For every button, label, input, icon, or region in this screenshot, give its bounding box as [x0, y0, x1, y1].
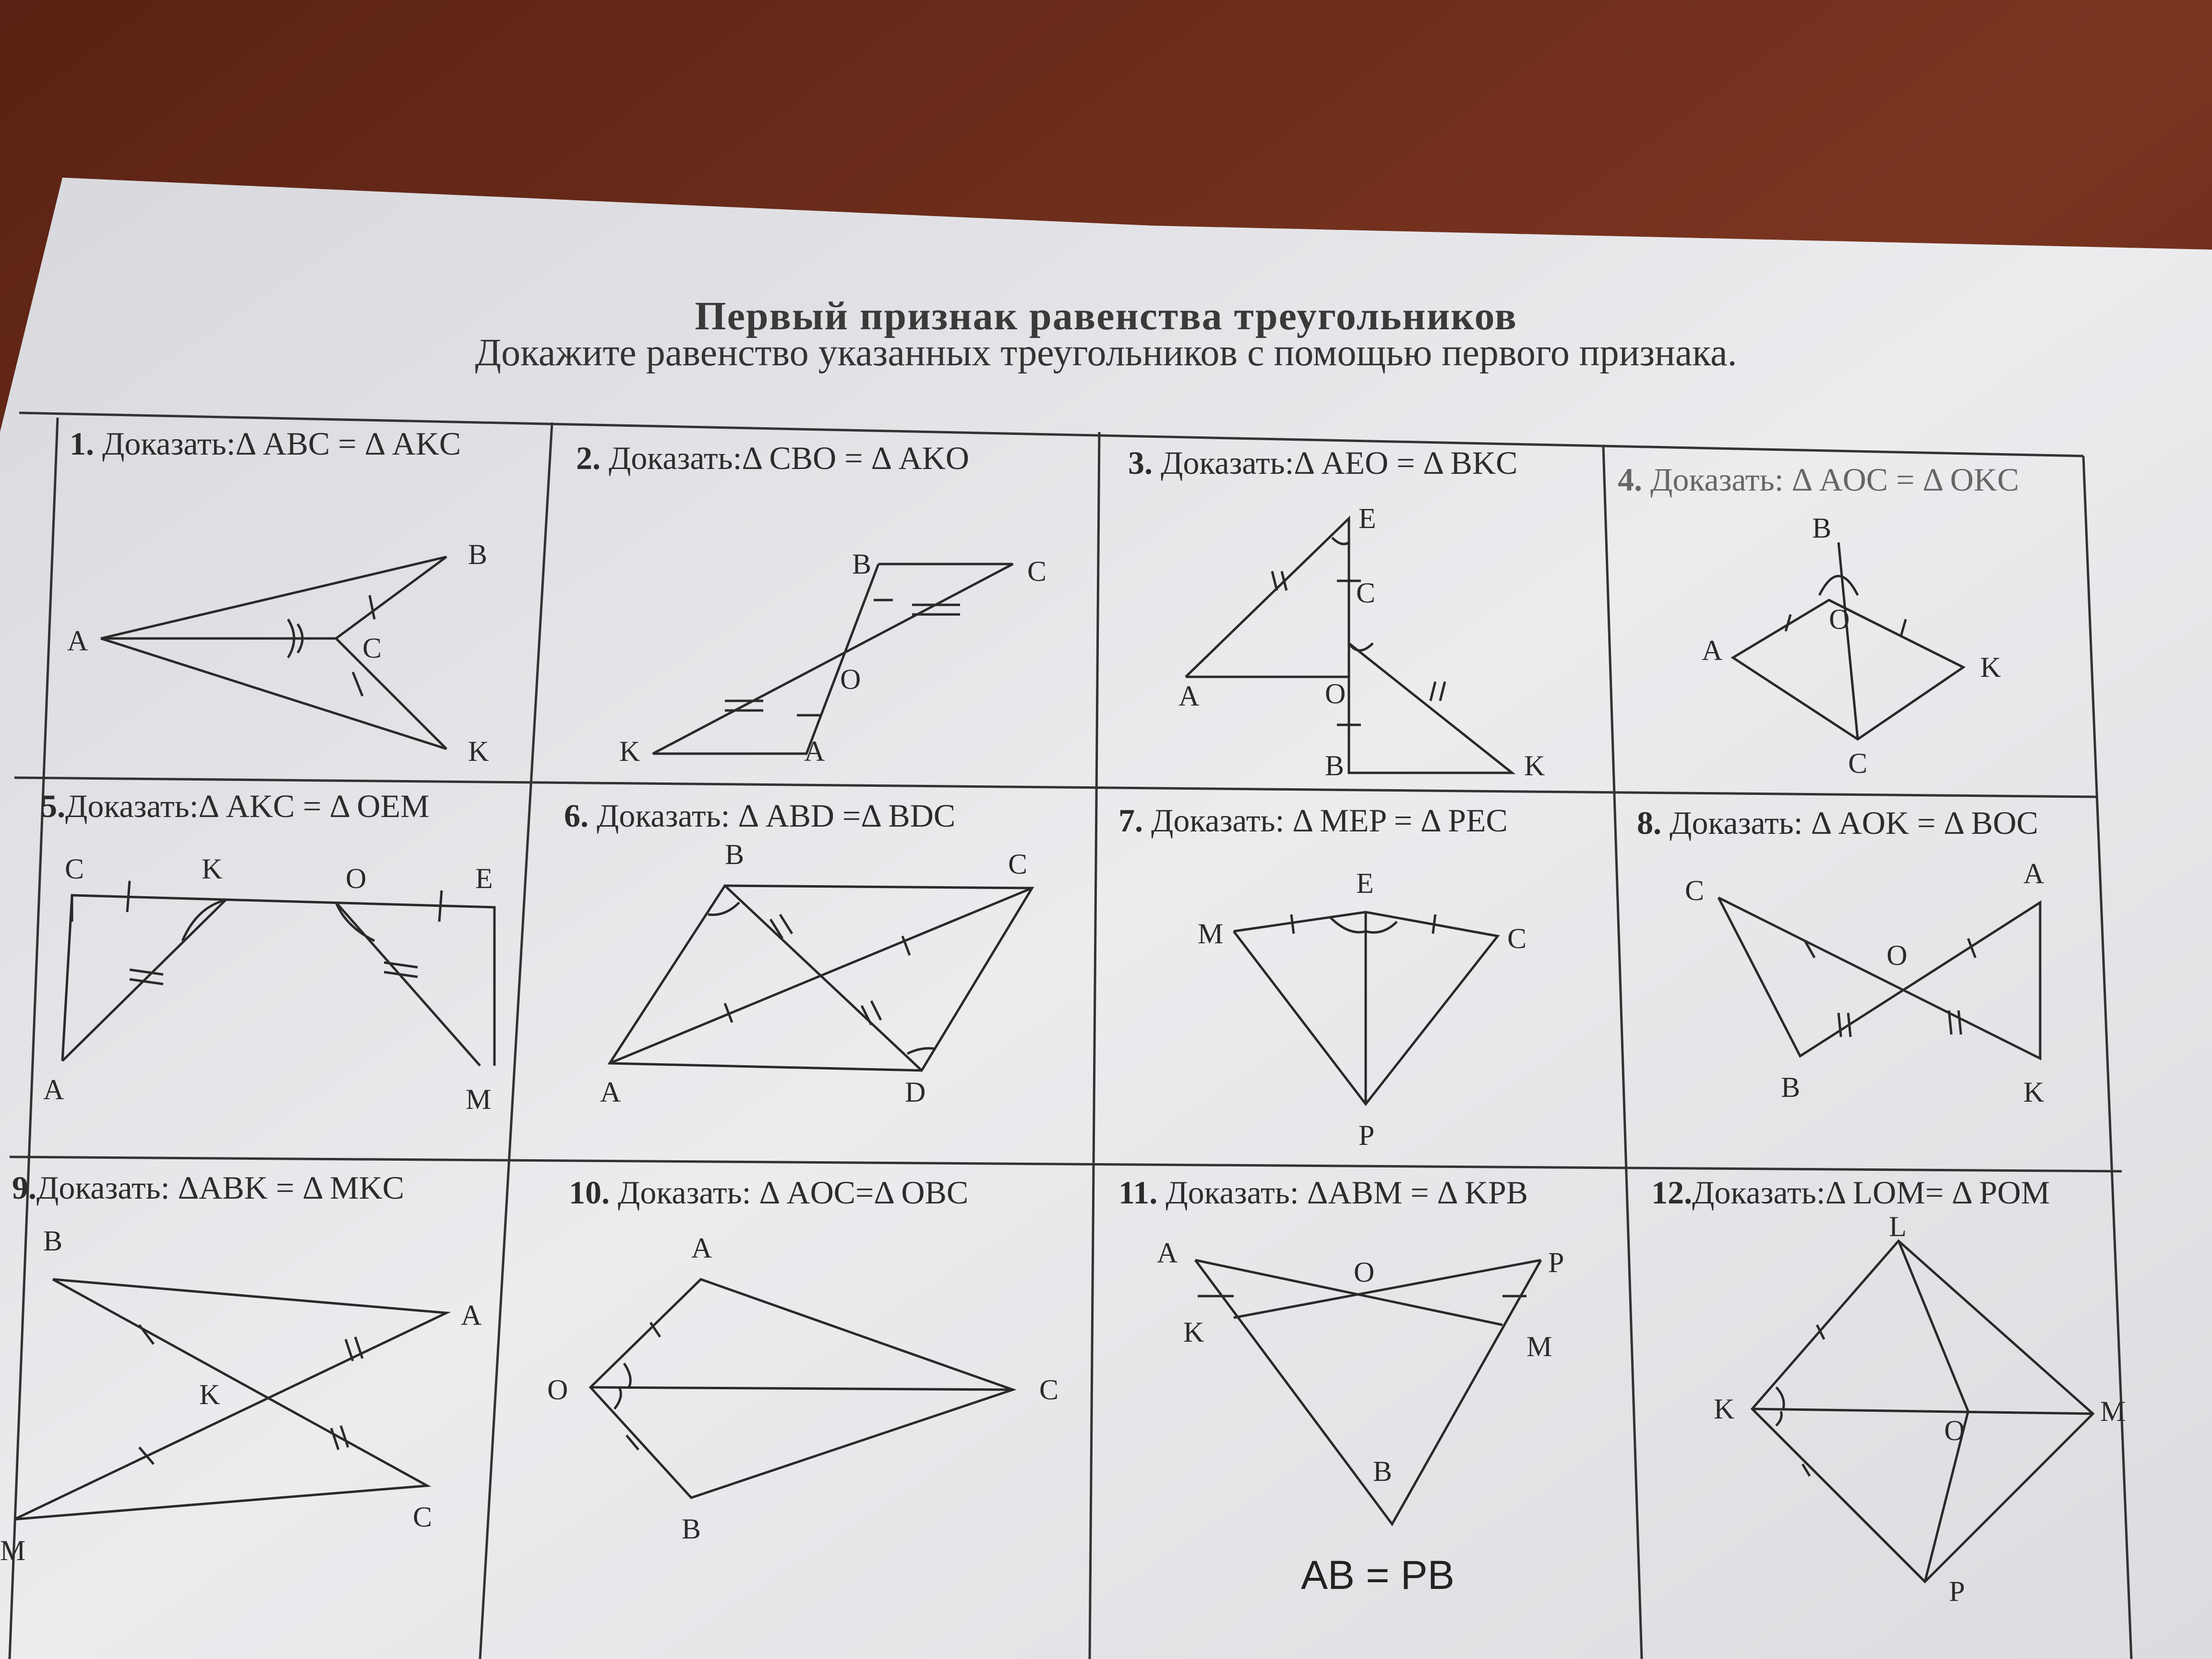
vertex-label: B [1812, 512, 1832, 544]
page-title: Первый признак равенства треугольников [695, 294, 1517, 338]
vertex-label: B [1373, 1455, 1393, 1487]
vertex-label: A [804, 735, 825, 767]
vertex-label: C [1507, 923, 1527, 954]
vertex-label: A [43, 1074, 64, 1106]
vertex-label: B [852, 548, 872, 580]
task-number: 9. [12, 1169, 36, 1206]
vertex-label: A [600, 1076, 621, 1108]
page-subtitle: Докажите равенство указанных треугольников с помощью первого признака. [475, 332, 1737, 374]
vertex-label: C [1008, 848, 1028, 880]
vertex-label: O [346, 863, 367, 894]
vertex-label: M [1198, 918, 1224, 950]
vertex-label: A [2023, 858, 2044, 890]
vertex-label: A [461, 1299, 482, 1331]
diagram-4 [1702, 512, 2001, 779]
vertex-label: B [1781, 1071, 1801, 1103]
task-number: 5. [41, 788, 65, 824]
task-statement: Доказать: Δ MEP = Δ PEC [1151, 802, 1508, 839]
task-statement: Доказать: Δ AOC=Δ OBC [618, 1174, 969, 1211]
task-number: 2. [576, 440, 601, 476]
task-number: 6. [564, 797, 589, 834]
vertex-label: C [65, 853, 84, 885]
task-number: 8. [1637, 805, 1661, 841]
vertex-label: K [1714, 1393, 1735, 1425]
diagram-1 [67, 539, 489, 767]
vertex-label: A [1178, 680, 1200, 712]
vertex-label: K [619, 735, 640, 767]
vertex-label: O [840, 663, 861, 695]
vertex-label: P [1548, 1247, 1564, 1278]
diagram-9 [0, 1225, 481, 1566]
task-statement: Доказать: Δ AOC = Δ OKC [1650, 461, 2019, 498]
vertex-label: O [1944, 1415, 1965, 1446]
vertex-label: O [1887, 939, 1908, 971]
task-number: 1. [70, 425, 94, 462]
vertex-label: D [905, 1076, 926, 1108]
vertex-label: P [1949, 1575, 1965, 1607]
diagram-6 [600, 839, 1032, 1108]
task-statement: Доказать:Δ LOM= Δ POM [1692, 1174, 2050, 1211]
vertex-label: O [1829, 603, 1850, 635]
vertex-label: K [468, 735, 489, 767]
task-number: 7. [1118, 802, 1143, 839]
vertex-label: M [466, 1083, 492, 1115]
vertex-label: A [1157, 1237, 1178, 1269]
vertex-label: E [1356, 867, 1374, 899]
vertex-label: B [468, 539, 488, 570]
vertex-label: M [1527, 1331, 1552, 1362]
given-condition: AB = PB [1301, 1552, 1455, 1598]
task-statement: Доказать: ΔABK = Δ MKC [36, 1169, 405, 1206]
vertex-label: K [199, 1379, 220, 1410]
diagram-5 [43, 853, 494, 1115]
task-number: 10. [569, 1174, 610, 1211]
vertex-label: C [362, 632, 382, 664]
vertex-label: L [1889, 1211, 1907, 1242]
task-statement: Доказать:Δ AKC = Δ OEM [65, 788, 430, 824]
vertex-label: K [202, 853, 223, 885]
vertex-label: A [691, 1232, 712, 1264]
diagram-7 [1198, 867, 1527, 1151]
vertex-label: B [43, 1225, 63, 1257]
vertex-label: E [1358, 503, 1376, 534]
vertex-label: C [1848, 747, 1868, 779]
vertex-label: B [1325, 750, 1345, 781]
vertex-label: B [682, 1513, 701, 1545]
task-statement: Доказать:Δ AEO = Δ BKC [1161, 445, 1518, 481]
vertex-label: A [67, 625, 88, 657]
vertex-label: O [1354, 1256, 1375, 1288]
diagram-11 [1157, 1237, 1564, 1598]
vertex-label: C [1685, 875, 1705, 906]
vertex-label: E [475, 863, 493, 894]
vertex-label: C [413, 1501, 433, 1533]
diagram-10 [547, 1232, 1058, 1545]
task-statement: Доказать:Δ ABC = Δ AKC [102, 425, 461, 462]
vertex-label: K [1980, 651, 2001, 683]
task-number: 11. [1118, 1174, 1158, 1211]
task-number: 12. [1651, 1174, 1692, 1211]
vertex-label: C [1039, 1374, 1059, 1406]
task-number: 3. [1128, 445, 1153, 481]
task-number: 4. [1618, 461, 1642, 498]
vertex-label: O [1325, 678, 1346, 709]
vertex-label: B [725, 839, 745, 870]
vertex-label: M [2100, 1395, 2126, 1427]
task-statement: Доказать: Δ ABD =Δ BDC [597, 797, 956, 834]
vertex-label: A [1702, 635, 1723, 666]
vertex-label: K [2023, 1076, 2044, 1108]
diagram-12 [1714, 1211, 2126, 1607]
vertex-label: P [1358, 1119, 1375, 1151]
diagram-8 [1685, 858, 2044, 1108]
task-statement: Доказать: ΔABM = Δ KPB [1166, 1174, 1528, 1211]
vertex-label: K [1183, 1316, 1204, 1348]
task-statement: Доказать: Δ AOK = Δ BOC [1670, 805, 2038, 841]
vertex-label: O [547, 1374, 568, 1406]
diagram-3 [1178, 503, 1545, 781]
vertex-label: C [1356, 577, 1376, 609]
diagram-2 [619, 548, 1046, 767]
task-statement: Доказать:Δ CBO = Δ AKO [609, 440, 969, 476]
vertex-label: M [0, 1535, 26, 1566]
vertex-label: K [1524, 750, 1545, 781]
vertex-label: C [1027, 555, 1047, 587]
